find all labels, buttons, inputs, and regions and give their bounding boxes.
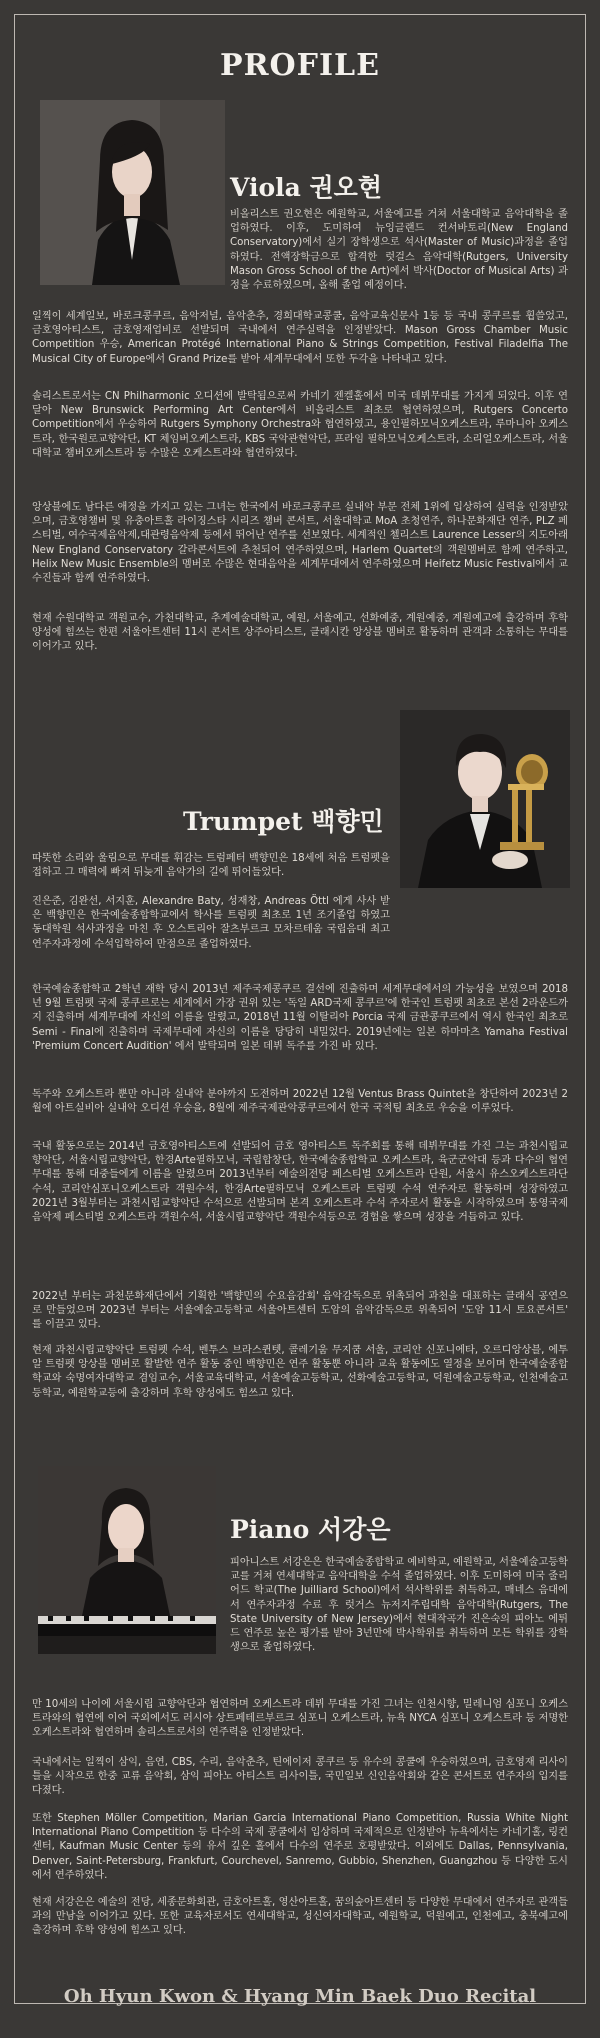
trumpet-paragraph-2: 독주와 오케스트라 뿐만 아니라 실내악 분야까지 도전하며 2022년 12월 Ventus Brass Quintet을 창단하여 2023년 2월에 아트실비아 실내악 오디션 우승을, 8월에 제주국제관악콩쿠르에서 한국 국적팀 최초로 우승을 이루었다.	[32, 1089, 568, 1115]
piano-paragraph-4: 현재 서강은은 예술의 전당, 세종문화회관, 금호아트홀, 영산아트홀, 꿈의숲아트센터 등 다양한 무대에서 연주자로 관객들과의 만남을 이어가고 있다. 또한 교육자로서도 연세대학교, 성신여자대학교, 예원학교, 덕원예고, 인천예고, 충북예고에 출강하며 후학 양성에 힘쓰고 있다.	[32, 1897, 568, 1937]
viola-portrait	[40, 100, 225, 285]
trumpet-paragraph-4: 2022년 부터는 과천문화재단에서 기획한 '백향민의 수요음감회' 음악감독으로 위촉되어 과천을 대표하는 클래식 공연으로 만들었으며 2023년 부터는 서울예술고등학교 서울아트센터 도암의 음악감독으로 위촉되어 '도암 11시 토요콘서트' 를 이끌고 있다.	[32, 1291, 568, 1331]
viola-paragraph-1: 일찍이 세계일보, 바로크콩쿠르, 음악저널, 음악춘추, 경희대학교콩쿨, 음악교육신문사 1등 등 국내 콩쿠르를 휩쓸었고, 금호영아티스트, 금호영재업비로 선발되며 국내에서 연주실력을 인정받았다. Mason Gross Chamber Music Competition 우승, American Protégé International Piano & Strings Competition, Festival Filadelfia The Musical City of Europe에서 Grand Prize를 받아 세계무대에서 또한 두각을 나타내고 있다.	[32, 311, 568, 365]
trumpet-paragraph-5: 현재 과천시립교향악단 트럼펫 수석, 벤투스 브라스퀸텟, 콜레기움 무지쿰 서울, 코리안 신포니에타, 오르디앙상블, 에투알 트럼펫 앙상블 멤버로 활발한 연주 활동 중인 백향민은 연주 활동뿐 아니라 교육 활동에도 열정을 보이며 한국예술종합학교와 숙명여자대학교 겸임교수, 서울교육대학교, 서울예술고등학교, 선화예술고등학교, 덕원예술고등학교, 인천예술고등학교, 예원학교등에 출강하며 후학 양성에도 힘쓰고 있다.	[32, 1345, 568, 1399]
piano-portrait	[38, 1466, 216, 1654]
trumpet-paragraph-1: 한국예술종합학교 2학년 재학 당시 2013년 제주국제콩쿠르 결선에 진출하며 세계무대에서의 가능성을 보였으며 2018년 9월 트럼펫 국제 콩쿠르로는 세계에서 가장 권위 있는 '독일 ARD국제 콩쿠르'에 한국인 트럼펫 최초로 본선 2라운드까지 진출하며 세계무대에 자신의 이름을 알렸고, 2018년 11월 이탈리아 Porcia 국제 금관콩쿠르에서 역시 한국인 최초로 Semi - Final에 진출하며 국제무대에 자신의 이름을 당당히 내밀었다. 2019년에는 일본 하마마츠 Yamaha Festival 'Premium Concert Audition' 에서 발탁되며 일본 데뷔 독주를 가진 바 있다.	[32, 984, 568, 1052]
trumpet-portrait	[400, 710, 570, 888]
trumpet-intro: 따뜻한 소리와 울림으로 무대를 휘감는 트럼페터 백향민은 18세에 처음 트럼펫을 접하고 그 매력에 빠져 뒤늦게 음악가의 길에 뛰어들었다.	[32, 853, 390, 879]
piano-paragraph-2: 국내에서는 일찍이 삼익, 음연, CBS, 수리, 음악춘추, 틴에이저 콩쿠르 등 유수의 콩쿨에 우승하였으며, 금호영재 리사이틀을 시작으로 한중 교류 음악회, 삼익 피아노 아티스트 리사이틀, 국민일보 신인음악회와 같은 콘서트로 연주자의 입지를 다졌다.	[32, 1757, 568, 1797]
page-title: PROFILE	[220, 48, 380, 83]
viola-intro: 비올리스트 권오현은 예원학교, 서울예고를 거쳐 서울대학교 음악대학을 졸업하였다. 이후, 도미하여 뉴잉글랜드 컨서바토리(New England Conservatory)에서 실기 장학생으로 석사(Master of Music)과정을 졸업하였다. 전액장학금으로 합격한 럿걸스 음악대학(Rutgers, University Mason Gross School of the Art)에서 박사(Doctor of Musical Arts) 과정을 수료하였으며, 올해 졸업 예정이다.	[230, 209, 568, 292]
trumpet-paragraph-3: 국내 활동으로는 2014년 금호영아티스트에 선발되어 금호 영아티스트 독주회를 통해 데뷔무대를 가진 그는 과천시립교향악단, 서울시립교향악단, 한경Arte필하모닉, 국립합창단, 한국예술종합학교 오케스트라, 육군군악대 등과 다수의 협연무대를 통해 대중들에게 이름을 알렸으며 2013년부터 예술의전당 페스티벌 오케스트라 단원, 서울시 유스오케스트라단 수석, 코리안심포니오케스트라 객원수석, 한경Arte필하모닉 오케스트라 트럼펫 수석 연주자로 활동하며 성장하였고 2021년 3월부터는 과천시립교향악단 수석으로 선발되며 본격 오케스트라 수석 주자로서 활동을 시작하였으며 통영국제음악제 페스티벌 오케스트라 객원수석, 서울시립교향악단 객원수석등으로 경험을 쌓으며 성장을 거듭하고 있다.	[32, 1141, 568, 1224]
viola-paragraph-2: 솔리스트로서는 CN Philharmonic 오디션에 발탁됨으로써 카네기 젠켈홀에서 미국 데뷔무대를 가지게 되었다. 이후 연달아 New Brunswick Performing Art Center에서 비올리스트 최초로 협연하였으며, Rutgers Concerto Competition에서 우승하여 Rutgers Symphony Orchestra와 협연하였고, 용인필하모닉오케스트라, 루마니아 오케스트라, 한국원로교향악단, KT 체임버오케스트라, KBS 국악관현악단, 프라임 필하모닉오케스트라, 소리얼오케스트라, 서울대학교 챔버오케스트라 등 수많은 오케스트라와 협연하였다.	[32, 391, 568, 459]
piano-heading: Piano 서강은	[230, 1515, 391, 1544]
piano-paragraph-3: 또한 Stephen Möller Competition, Marian Garcia International Piano Competition, Russia White Night International Piano Competition 등 다수의 국제 콩쿨에서 입상하며 국제적으로 인정받아 뉴욕에서는 카네기홀, 링컨센터, Kaufman Music Center 등의 유서 깊은 홀에서 다수의 연주로 호평받았다. 이외에도 Dallas, Pennsylvania, Denver, Saint-Petersburg, Frankfurt, Courchevel, Sanremo, Gubbio, Shenzhen, Guangzhou 등 다양한 도시에서 연주하였다.	[32, 1813, 568, 1881]
trumpet-intro-2: 진은준, 김완선, 서지훈, Alexandre Baty, 성재창, Andreas Öttl 에게 사사 받은 백향민은 한국예술종합학교에서 학사를 트럼펫 최초로 1년 조기졸업 하였고 동대학원 석사과정을 마친 후 오스트리아 잘츠부르크 모차르테움 국립음대 최고연주자과정에 수석입학하여 만점으로 졸업하였다.	[32, 896, 390, 950]
viola-paragraph-3: 앙상블에도 남다른 애정을 가지고 있는 그녀는 한국에서 바로크콩쿠르 실내악 부문 전체 1위에 입상하여 실력을 인정받았으며, 금호영챔버 및 유충아트홀 라이징스타 시리즈 챔버 콘서트, 서울대학교 MoA 초청연주, 하나문화재단 연주, PLZ 페스티벌, 여수국제음악제,대관령음악제 등에서 뛰어난 연주를 선보였다. 세계적인 첼리스트 Laurence Lesser의 지도아래 New England Conservatory 갈라콘서트에 추천되어 연주하였으며, Harlem Quartet의 객원멤버로 함께 연주하고, Helix New Music Ensemble의 멤버로 수많은 현대음악을 세계무대에서 연주하였으며 Heifetz Music Festival에서 교수진들과 함께 연주하였다.	[32, 502, 568, 585]
trumpet-heading: Trumpet 백향민	[183, 807, 384, 836]
viola-paragraph-4: 현재 수원대학교 객원교수, 가천대학교, 추계예술대학교, 예원, 서울예고, 선화예중, 계원예중, 계원예고에 출강하며 후학 양성에 힘쓰는 한편 서울아트센터 11시 콘서트 상주아티스트, 클래시칸 앙상블 멤버로 활동하며 관객과 소통하는 무대를 이어가고 있다.	[32, 613, 568, 653]
footer-recital-title: Oh Hyun Kwon & Hyang Min Baek Duo Recital	[63, 1986, 537, 2007]
viola-heading: Viola 권오현	[230, 173, 382, 202]
piano-intro: 피아니스트 서강은은 한국예술종합학교 예비학교, 예원학교, 서울예술고등학교를 거쳐 연세대학교 음악대학을 수석 졸업하였다. 이후 도미하여 미국 줄리어드 학교(The Juilliard School)에서 석사학위를 취득하고, 매네스 음대에서 연주자과정 수료 후 럿거스 뉴저지주립대학 음악대학(Rutgers, The State University of New Jersey)에서 현대작곡가 진은숙의 피아노 에튀드 연주로 높은 평가를 받아 3년만에 박사학위를 취득하며 모든 학위를 장학생으로 졸업하였다.	[230, 1557, 568, 1654]
piano-paragraph-1: 만 10세의 나이에 서울시립 교향악단과 협연하며 오케스트라 데뷔 무대를 가진 그녀는 인천시향, 밀레니엄 심포니 오케스트라와의 협연에 이어 국외에서도 러시아 상트페테르부르크 심포니 오케스트라, 뉴욕 NYCA 심포니 오케스트라 등 저명한 오케스트라와 협연하며 솔리스트로서의 연주력을 인정받았다.	[32, 1699, 568, 1739]
